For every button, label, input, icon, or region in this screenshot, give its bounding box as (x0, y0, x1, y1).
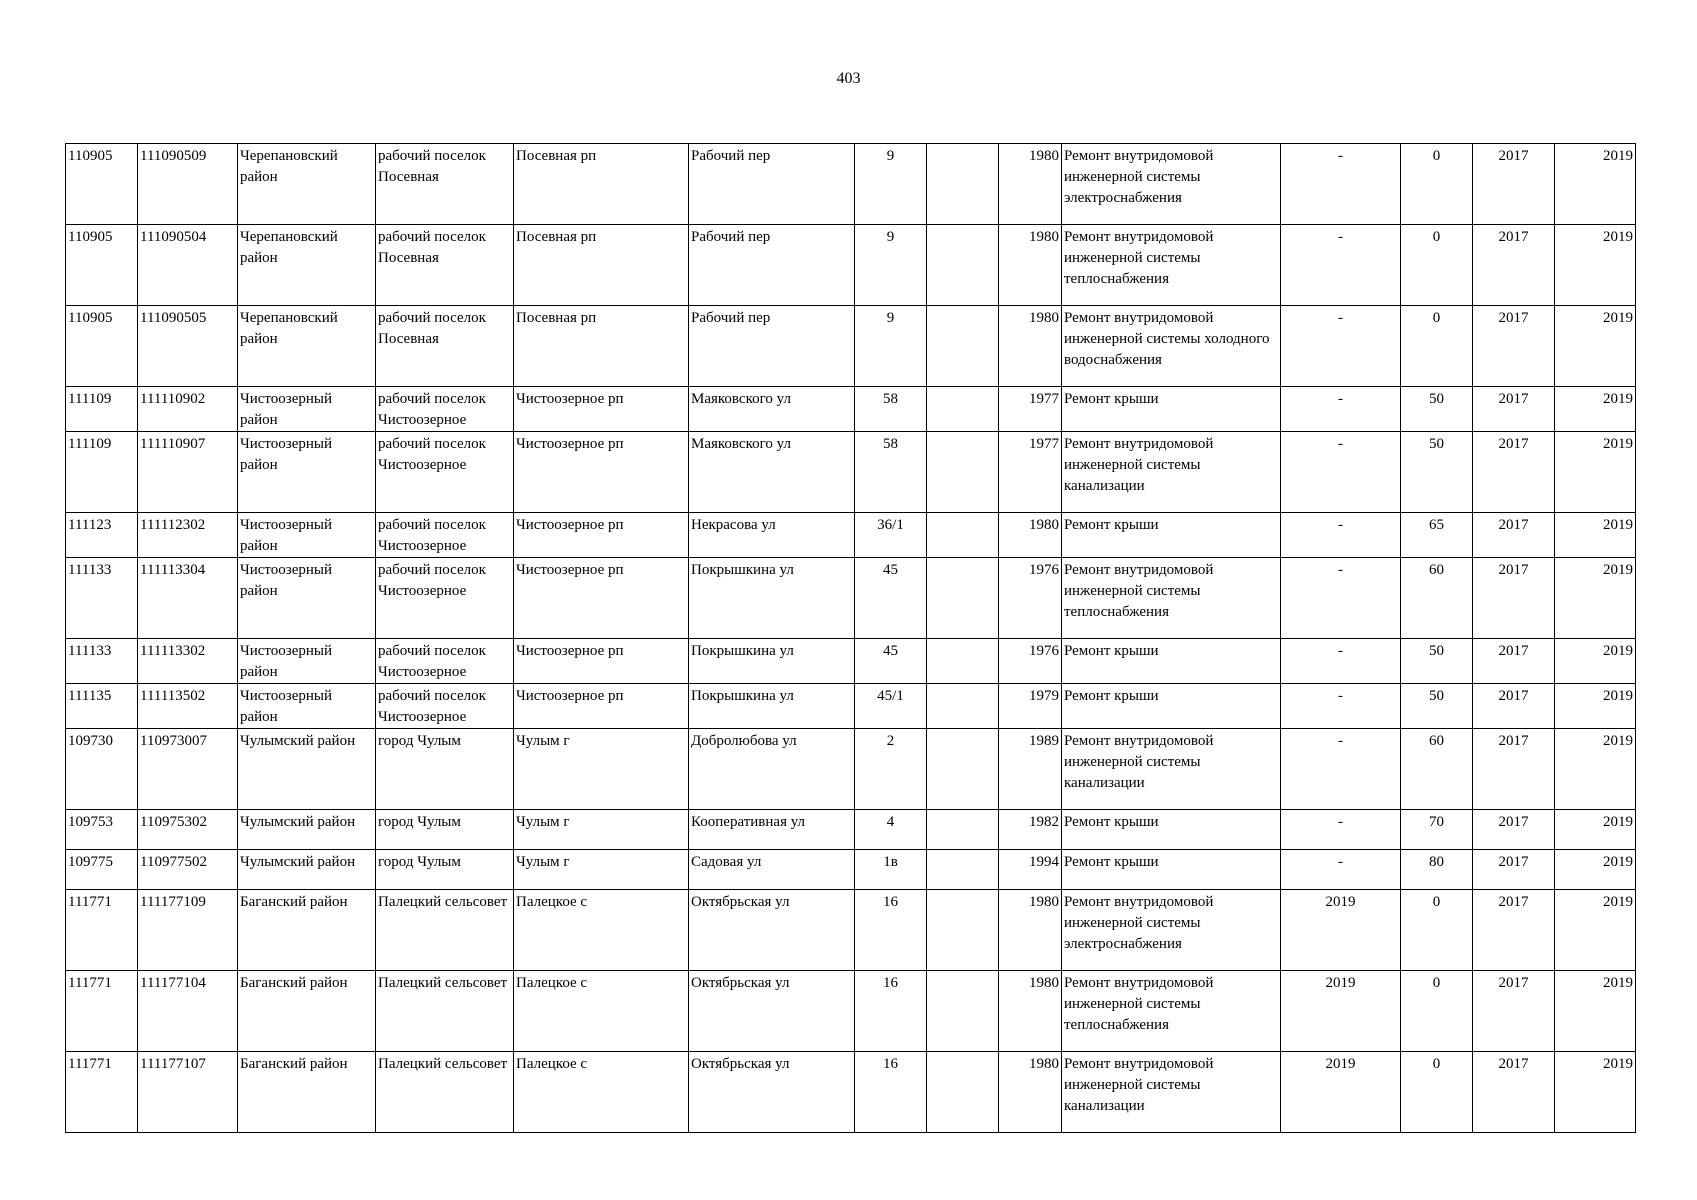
plan-start-cell: 2017 (1473, 850, 1555, 890)
work-id-cell: 111113502 (138, 684, 238, 729)
table-row (66, 810, 1636, 850)
plan-end-cell: 2019 (1555, 513, 1636, 558)
street-cell: Октябрьская ул (689, 971, 855, 1052)
table-row (66, 850, 1636, 890)
wear-cell: 65 (1401, 513, 1473, 558)
house-id-cell: 110905 (66, 225, 138, 306)
district-cell: Чистоозерный район (238, 513, 376, 558)
street-cell: Рабочий пер (689, 144, 855, 225)
building-cell (927, 850, 999, 890)
street-cell: Октябрьская ул (689, 1052, 855, 1133)
wear-cell: 60 (1401, 558, 1473, 639)
plan-start-cell: 2017 (1473, 971, 1555, 1052)
work-type-cell: Ремонт внутридомовой инженерной системы канализации (1062, 432, 1281, 513)
plan-start-cell: 2017 (1473, 639, 1555, 684)
work-id-cell: 111090504 (138, 225, 238, 306)
plan-start-cell: 2017 (1473, 144, 1555, 225)
district-cell: Чистоозерный район (238, 432, 376, 513)
work-type-cell: Ремонт крыши (1062, 513, 1281, 558)
last-repair-cell: 2019 (1281, 1052, 1401, 1133)
building-cell (927, 558, 999, 639)
table-row (66, 513, 1636, 558)
house-id-cell: 111771 (66, 1052, 138, 1133)
street-cell: Кооперативная ул (689, 810, 855, 850)
work-type-cell: Ремонт внутридомовой инженерной системы канализации (1062, 1052, 1281, 1133)
plan-start-cell: 2017 (1473, 729, 1555, 810)
district-cell: Черепановский район (238, 144, 376, 225)
plan-end-cell: 2019 (1555, 306, 1636, 387)
work-id-cell: 111112302 (138, 513, 238, 558)
house-id-cell: 109775 (66, 850, 138, 890)
work-type-cell: Ремонт крыши (1062, 850, 1281, 890)
street-cell: Покрышкина ул (689, 684, 855, 729)
year-built-cell: 1976 (999, 558, 1062, 639)
work-id-cell: 111177104 (138, 971, 238, 1052)
year-built-cell: 1980 (999, 890, 1062, 971)
street-cell: Маяковского ул (689, 387, 855, 432)
last-repair-cell: - (1281, 684, 1401, 729)
house-id-cell: 111771 (66, 971, 138, 1052)
house-id-cell: 110905 (66, 306, 138, 387)
work-id-cell: 110975302 (138, 810, 238, 850)
work-id-cell: 110973007 (138, 729, 238, 810)
year-built-cell: 1982 (999, 810, 1062, 850)
building-cell (927, 729, 999, 810)
table-row (66, 971, 1636, 1052)
building-cell (927, 387, 999, 432)
house-number-cell: 36/1 (855, 513, 927, 558)
settlement-cell: Палецкое с (514, 1052, 689, 1133)
district-cell: Чистоозерный район (238, 684, 376, 729)
wear-cell: 50 (1401, 684, 1473, 729)
municipality-cell: город Чулым (376, 729, 514, 810)
table-row (66, 890, 1636, 971)
plan-end-cell: 2019 (1555, 387, 1636, 432)
municipality-cell: рабочий поселок Чистоозерное (376, 432, 514, 513)
plan-start-cell: 2017 (1473, 1052, 1555, 1133)
building-cell (927, 225, 999, 306)
plan-start-cell: 2017 (1473, 684, 1555, 729)
house-number-cell: 2 (855, 729, 927, 810)
district-cell: Чулымский район (238, 729, 376, 810)
settlement-cell: Палецкое с (514, 971, 689, 1052)
year-built-cell: 1980 (999, 225, 1062, 306)
wear-cell: 50 (1401, 639, 1473, 684)
page-number: 403 (836, 70, 861, 87)
street-cell: Покрышкина ул (689, 558, 855, 639)
municipality-cell: рабочий поселок Посевная (376, 144, 514, 225)
district-cell: Чулымский район (238, 850, 376, 890)
last-repair-cell: - (1281, 306, 1401, 387)
street-cell: Садовая ул (689, 850, 855, 890)
table-row (66, 639, 1636, 684)
wear-cell: 50 (1401, 387, 1473, 432)
work-type-cell: Ремонт крыши (1062, 684, 1281, 729)
work-type-cell: Ремонт внутридомовой инженерной системы канализации (1062, 729, 1281, 810)
work-id-cell: 111113304 (138, 558, 238, 639)
work-id-cell: 111090509 (138, 144, 238, 225)
house-id-cell: 111133 (66, 558, 138, 639)
wear-cell: 50 (1401, 432, 1473, 513)
registry-table (65, 143, 1636, 1133)
table-row (66, 225, 1636, 306)
house-id-cell: 111771 (66, 890, 138, 971)
table-row (66, 306, 1636, 387)
plan-start-cell: 2017 (1473, 306, 1555, 387)
year-built-cell: 1980 (999, 513, 1062, 558)
table-row (66, 1052, 1636, 1133)
building-cell (927, 513, 999, 558)
last-repair-cell: - (1281, 432, 1401, 513)
work-type-cell: Ремонт крыши (1062, 810, 1281, 850)
year-built-cell: 1980 (999, 306, 1062, 387)
plan-end-cell: 2019 (1555, 729, 1636, 810)
table-row (66, 729, 1636, 810)
wear-cell: 0 (1401, 971, 1473, 1052)
municipality-cell: рабочий поселок Чистоозерное (376, 558, 514, 639)
wear-cell: 0 (1401, 890, 1473, 971)
house-number-cell: 45 (855, 558, 927, 639)
building-cell (927, 144, 999, 225)
work-type-cell: Ремонт внутридомовой инженерной системы теплоснабжения (1062, 558, 1281, 639)
last-repair-cell: - (1281, 729, 1401, 810)
house-id-cell: 109753 (66, 810, 138, 850)
last-repair-cell: 2019 (1281, 971, 1401, 1052)
house-number-cell: 16 (855, 1052, 927, 1133)
building-cell (927, 432, 999, 513)
street-cell: Добролюбова ул (689, 729, 855, 810)
house-number-cell: 9 (855, 225, 927, 306)
last-repair-cell: - (1281, 850, 1401, 890)
settlement-cell: Чистоозерное рп (514, 558, 689, 639)
wear-cell: 0 (1401, 225, 1473, 306)
plan-start-cell: 2017 (1473, 890, 1555, 971)
district-cell: Баганский район (238, 890, 376, 971)
year-built-cell: 1977 (999, 387, 1062, 432)
municipality-cell: Палецкий сельсовет (376, 1052, 514, 1133)
house-number-cell: 45 (855, 639, 927, 684)
house-id-cell: 111109 (66, 387, 138, 432)
settlement-cell: Посевная рп (514, 225, 689, 306)
wear-cell: 0 (1401, 1052, 1473, 1133)
settlement-cell: Чулым г (514, 729, 689, 810)
work-id-cell: 111110907 (138, 432, 238, 513)
house-number-cell: 9 (855, 306, 927, 387)
settlement-cell: Посевная рп (514, 144, 689, 225)
last-repair-cell: - (1281, 810, 1401, 850)
district-cell: Баганский район (238, 971, 376, 1052)
plan-start-cell: 2017 (1473, 513, 1555, 558)
street-cell: Некрасова ул (689, 513, 855, 558)
house-id-cell: 110905 (66, 144, 138, 225)
work-type-cell: Ремонт внутридомовой инженерной системы холодного водоснабжения (1062, 306, 1281, 387)
district-cell: Черепановский район (238, 306, 376, 387)
table-row (66, 144, 1636, 225)
house-number-cell: 16 (855, 971, 927, 1052)
settlement-cell: Чистоозерное рп (514, 639, 689, 684)
plan-end-cell: 2019 (1555, 971, 1636, 1052)
street-cell: Октябрьская ул (689, 890, 855, 971)
plan-start-cell: 2017 (1473, 225, 1555, 306)
year-built-cell: 1980 (999, 1052, 1062, 1133)
house-number-cell: 58 (855, 432, 927, 513)
district-cell: Чулымский район (238, 810, 376, 850)
building-cell (927, 306, 999, 387)
municipality-cell: город Чулым (376, 850, 514, 890)
building-cell (927, 1052, 999, 1133)
last-repair-cell: - (1281, 225, 1401, 306)
work-type-cell: Ремонт внутридомовой инженерной системы электроснабжения (1062, 890, 1281, 971)
table-row (66, 558, 1636, 639)
work-id-cell: 111177107 (138, 1052, 238, 1133)
last-repair-cell: - (1281, 144, 1401, 225)
wear-cell: 60 (1401, 729, 1473, 810)
district-cell: Чистоозерный район (238, 387, 376, 432)
street-cell: Маяковского ул (689, 432, 855, 513)
house-id-cell: 111109 (66, 432, 138, 513)
district-cell: Чистоозерный район (238, 558, 376, 639)
municipality-cell: город Чулым (376, 810, 514, 850)
street-cell: Рабочий пер (689, 225, 855, 306)
building-cell (927, 684, 999, 729)
municipality-cell: Палецкий сельсовет (376, 890, 514, 971)
house-number-cell: 45/1 (855, 684, 927, 729)
work-id-cell: 111113302 (138, 639, 238, 684)
year-built-cell: 1979 (999, 684, 1062, 729)
municipality-cell: Палецкий сельсовет (376, 971, 514, 1052)
house-number-cell: 16 (855, 890, 927, 971)
house-number-cell: 9 (855, 144, 927, 225)
year-built-cell: 1977 (999, 432, 1062, 513)
work-type-cell: Ремонт крыши (1062, 387, 1281, 432)
settlement-cell: Чистоозерное рп (514, 432, 689, 513)
work-type-cell: Ремонт крыши (1062, 639, 1281, 684)
settlement-cell: Чистоозерное рп (514, 684, 689, 729)
table-row (66, 684, 1636, 729)
plan-end-cell: 2019 (1555, 1052, 1636, 1133)
plan-start-cell: 2017 (1473, 387, 1555, 432)
building-cell (927, 639, 999, 684)
house-id-cell: 109730 (66, 729, 138, 810)
work-type-cell: Ремонт внутридомовой инженерной системы электроснабжения (1062, 144, 1281, 225)
work-id-cell: 111110902 (138, 387, 238, 432)
plan-end-cell: 2019 (1555, 639, 1636, 684)
settlement-cell: Чулым г (514, 810, 689, 850)
house-number-cell: 58 (855, 387, 927, 432)
municipality-cell: рабочий поселок Чистоозерное (376, 513, 514, 558)
last-repair-cell: - (1281, 558, 1401, 639)
plan-end-cell: 2019 (1555, 225, 1636, 306)
wear-cell: 80 (1401, 850, 1473, 890)
wear-cell: 70 (1401, 810, 1473, 850)
last-repair-cell: - (1281, 387, 1401, 432)
work-id-cell: 110977502 (138, 850, 238, 890)
table-row (66, 432, 1636, 513)
building-cell (927, 810, 999, 850)
municipality-cell: рабочий поселок Чистоозерное (376, 639, 514, 684)
plan-start-cell: 2017 (1473, 810, 1555, 850)
street-cell: Покрышкина ул (689, 639, 855, 684)
building-cell (927, 971, 999, 1052)
year-built-cell: 1980 (999, 144, 1062, 225)
street-cell: Рабочий пер (689, 306, 855, 387)
work-id-cell: 111177109 (138, 890, 238, 971)
municipality-cell: рабочий поселок Посевная (376, 306, 514, 387)
plan-start-cell: 2017 (1473, 432, 1555, 513)
district-cell: Баганский район (238, 1052, 376, 1133)
municipality-cell: рабочий поселок Чистоозерное (376, 684, 514, 729)
settlement-cell: Палецкое с (514, 890, 689, 971)
table-row (66, 387, 1636, 432)
settlement-cell: Посевная рп (514, 306, 689, 387)
plan-start-cell: 2017 (1473, 558, 1555, 639)
building-cell (927, 890, 999, 971)
plan-end-cell: 2019 (1555, 558, 1636, 639)
house-number-cell: 4 (855, 810, 927, 850)
plan-end-cell: 2019 (1555, 144, 1636, 225)
last-repair-cell: - (1281, 513, 1401, 558)
settlement-cell: Чистоозерное рп (514, 387, 689, 432)
district-cell: Черепановский район (238, 225, 376, 306)
plan-end-cell: 2019 (1555, 432, 1636, 513)
plan-end-cell: 2019 (1555, 890, 1636, 971)
municipality-cell: рабочий поселок Чистоозерное (376, 387, 514, 432)
wear-cell: 0 (1401, 144, 1473, 225)
house-id-cell: 111133 (66, 639, 138, 684)
wear-cell: 0 (1401, 306, 1473, 387)
plan-end-cell: 2019 (1555, 810, 1636, 850)
plan-end-cell: 2019 (1555, 850, 1636, 890)
settlement-cell: Чистоозерное рп (514, 513, 689, 558)
house-number-cell: 1в (855, 850, 927, 890)
year-built-cell: 1980 (999, 971, 1062, 1052)
district-cell: Чистоозерный район (238, 639, 376, 684)
year-built-cell: 1976 (999, 639, 1062, 684)
last-repair-cell: - (1281, 639, 1401, 684)
plan-end-cell: 2019 (1555, 684, 1636, 729)
municipality-cell: рабочий поселок Посевная (376, 225, 514, 306)
work-type-cell: Ремонт внутридомовой инженерной системы теплоснабжения (1062, 225, 1281, 306)
settlement-cell: Чулым г (514, 850, 689, 890)
work-type-cell: Ремонт внутридомовой инженерной системы теплоснабжения (1062, 971, 1281, 1052)
house-id-cell: 111123 (66, 513, 138, 558)
year-built-cell: 1994 (999, 850, 1062, 890)
work-id-cell: 111090505 (138, 306, 238, 387)
house-id-cell: 111135 (66, 684, 138, 729)
year-built-cell: 1989 (999, 729, 1062, 810)
last-repair-cell: 2019 (1281, 890, 1401, 971)
